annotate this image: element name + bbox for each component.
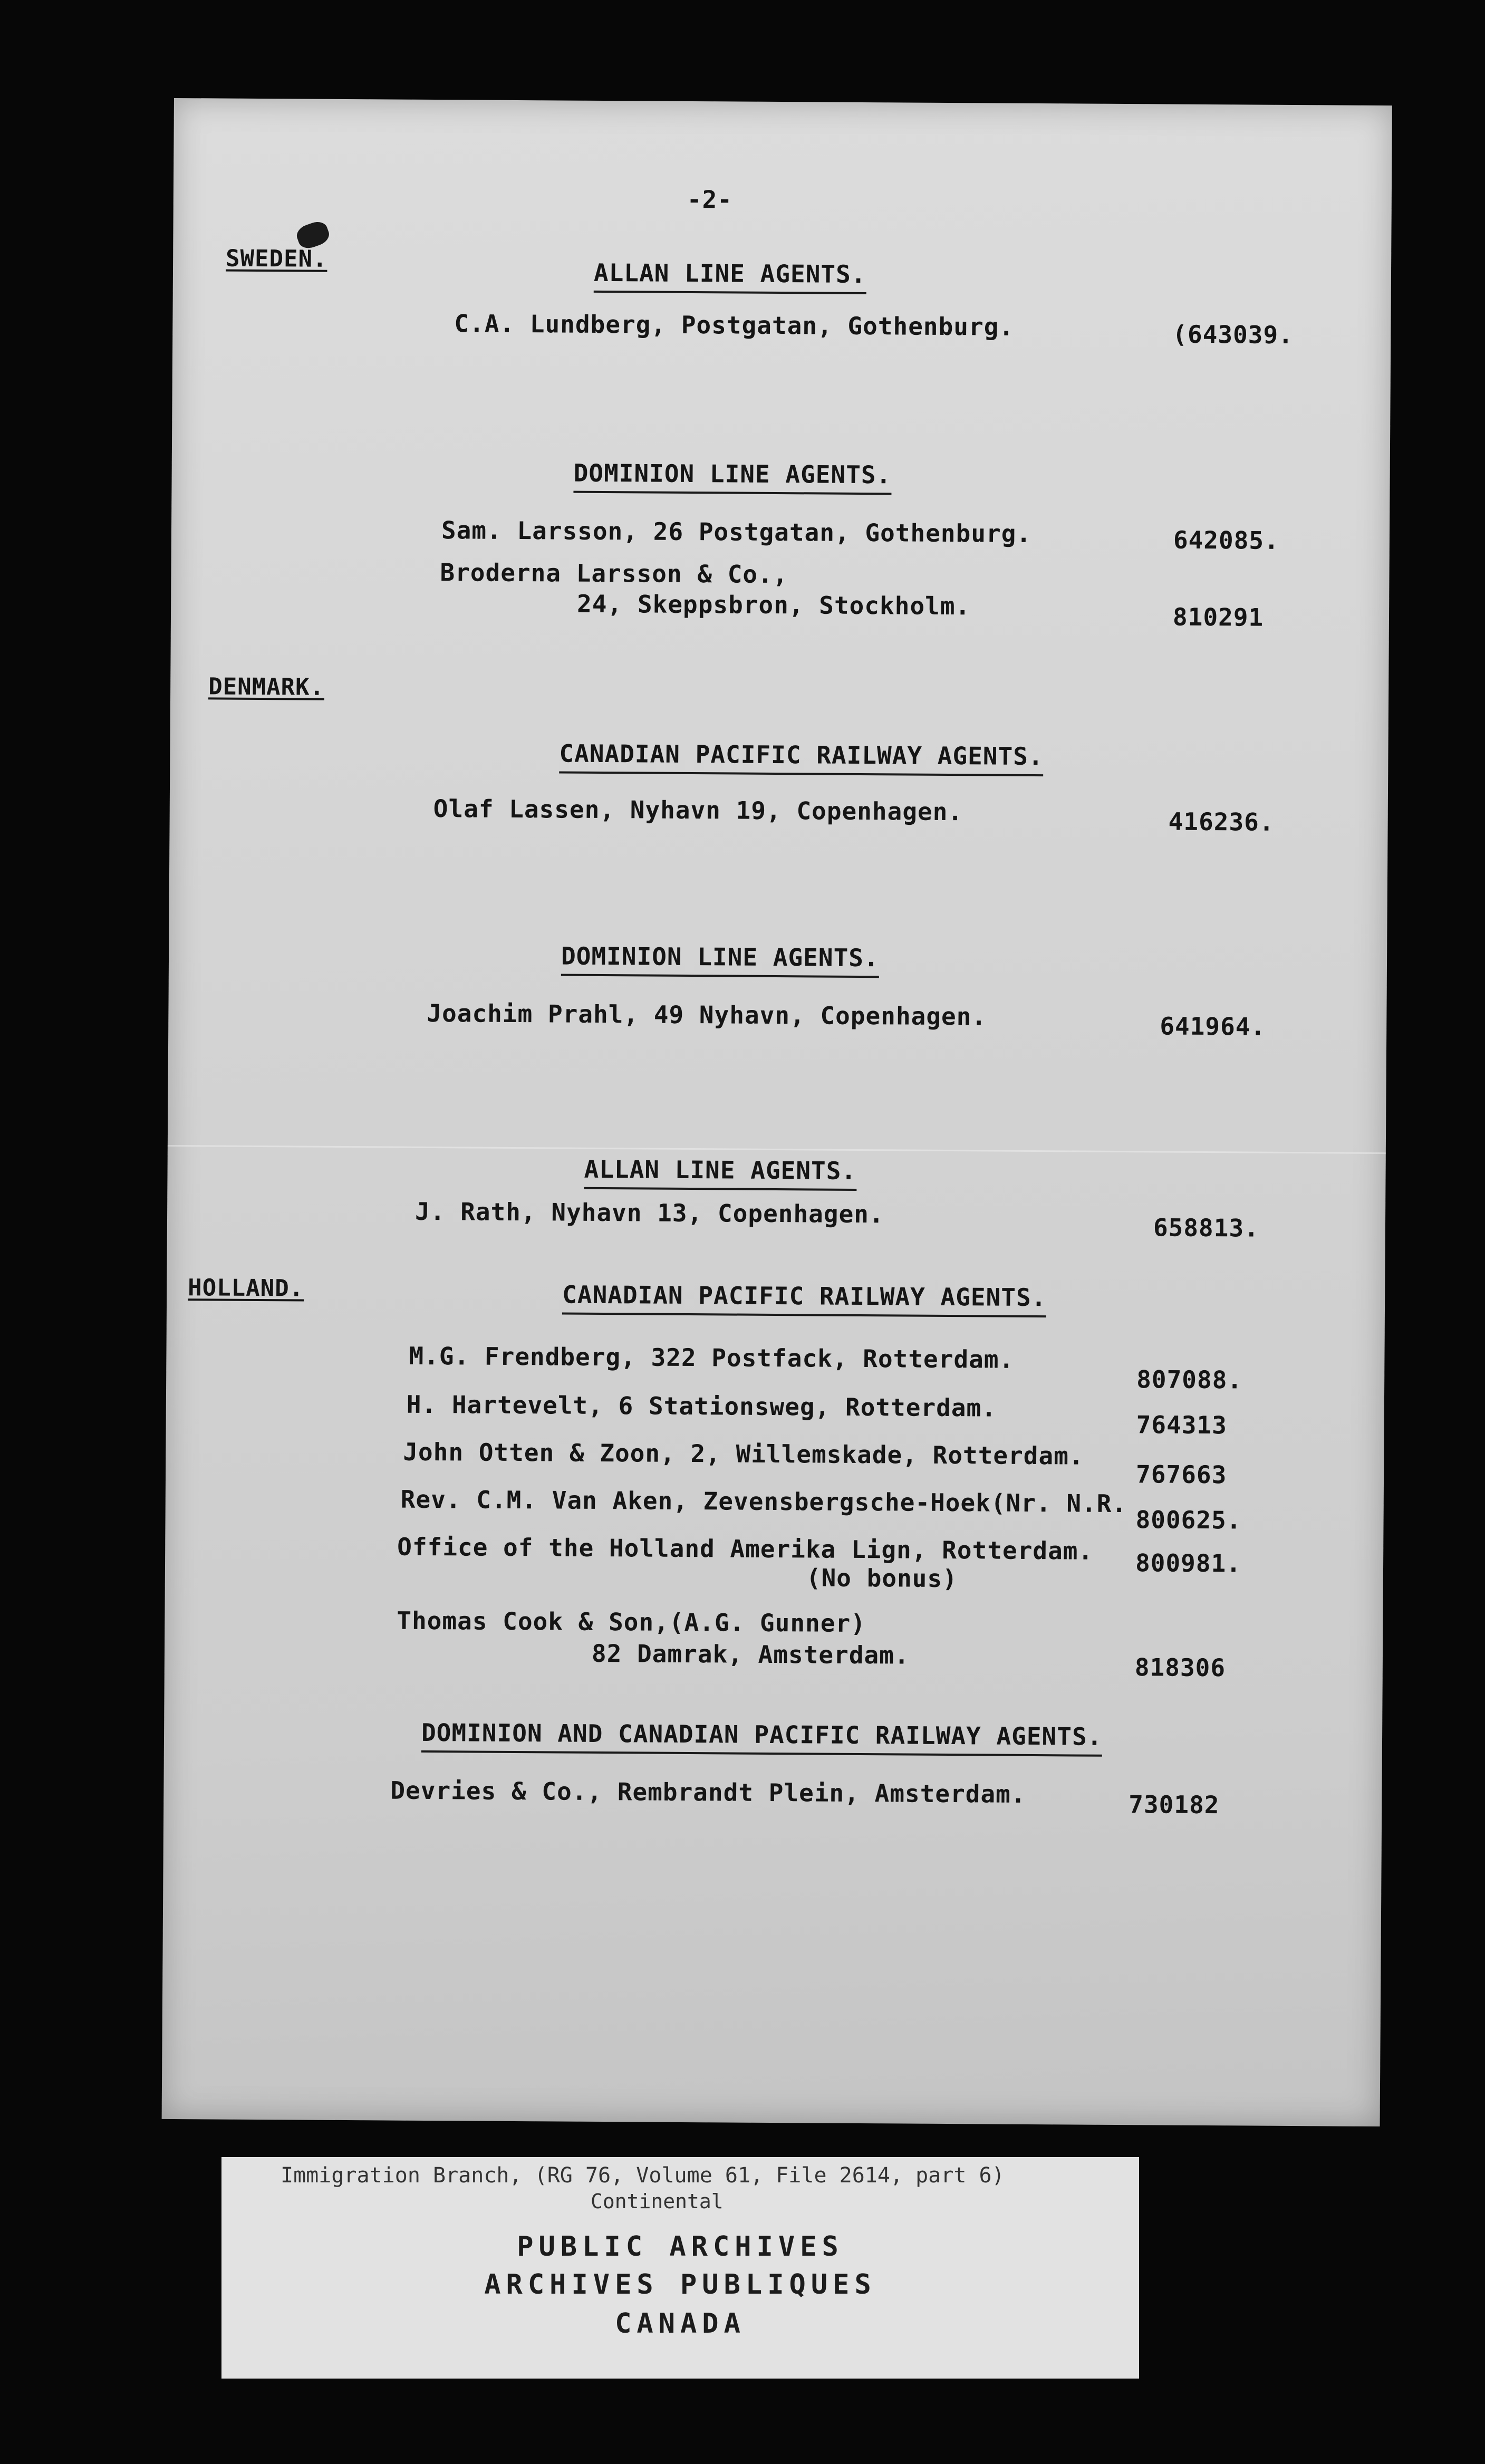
entry-text: Thomas Cook & Son,(A.G. Gunner)	[397, 1606, 866, 1638]
heading-denmark-allan: ALLAN LINE AGENTS.	[584, 1156, 856, 1191]
heading-holland-cpr: CANADIAN PACIFIC RAILWAY AGENTS.	[562, 1281, 1047, 1318]
entry-number: 767663	[1135, 1460, 1227, 1489]
entry-number: 807088.	[1136, 1365, 1243, 1394]
document-page	[162, 98, 1392, 2126]
heading-sweden-dominion: DOMINION LINE AGENTS.	[573, 459, 891, 495]
entry-text: Devries & Co., Rembrandt Plein, Amsterdam.	[390, 1776, 1026, 1808]
entry-text: Rev. C.M. Van Aken, Zevensbergsche-Hoek(Nr. N.R.	[400, 1485, 1127, 1518]
entry-number: 642085.	[1173, 525, 1279, 555]
archive-label	[221, 2157, 1139, 2379]
heading-denmark-cpr: CANADIAN PACIFIC RAILWAY AGENTS.	[559, 739, 1044, 776]
entry-text: C.A. Lundberg, Postgatan, Gothenburg.	[454, 309, 1015, 341]
entry-text-line2: 82 Damrak, Amsterdam.	[591, 1639, 910, 1670]
archive-line-1: PUBLIC ARCHIVES	[517, 2231, 844, 2263]
archive-line-2: ARCHIVES PUBLIQUES	[484, 2269, 876, 2301]
entry-text-line2: (No bonus)	[806, 1563, 958, 1593]
entry-number: 658813.	[1153, 1213, 1259, 1243]
entry-text: M.G. Frendberg, 322 Postfack, Rotterdam.	[409, 1341, 1015, 1374]
entry-number: 730182	[1129, 1790, 1220, 1820]
country-holland: HOLLAND.	[188, 1274, 304, 1302]
heading-holland-dominion-cpr: DOMINION AND CANADIAN PACIFIC RAILWAY AGENTS.	[421, 1719, 1103, 1757]
entry-number: 810291	[1172, 602, 1264, 632]
entry-text: J. Rath, Nyhavn 13, Copenhagen.	[414, 1197, 884, 1229]
entry-number: 800981.	[1135, 1548, 1242, 1578]
entry-text-line2: 24, Skeppsbron, Stockholm.	[576, 589, 971, 621]
entry-text: Joachim Prahl, 49 Nyhavn, Copenhagen.	[427, 998, 987, 1031]
country-denmark: DENMARK.	[208, 673, 325, 701]
entry-text: Sam. Larsson, 26 Postgatan, Gothenburg.	[441, 516, 1032, 548]
entry-number: 800625.	[1135, 1505, 1242, 1535]
entry-text: H. Hartevelt, 6 Stationsweg, Rotterdam.	[406, 1390, 997, 1422]
entry-number: 764313	[1136, 1410, 1228, 1440]
fold-crease	[168, 1145, 1386, 1154]
entry-number: 641964.	[1160, 1012, 1266, 1041]
heading-denmark-dominion: DOMINION LINE AGENTS.	[561, 942, 879, 978]
entry-text: John Otten & Zoon, 2, Willemskade, Rotterdam.	[403, 1437, 1084, 1470]
entry-text: Office of the Holland Amerika Lign, Rotterdam.	[397, 1532, 1094, 1565]
archive-reference: Immigration Branch, (RG 76, Volume 61, File 2614, part 6)	[281, 2163, 1005, 2188]
archive-line-3: CANADA	[615, 2308, 746, 2340]
entry-number: (643039.	[1172, 320, 1294, 349]
heading-sweden-allan: ALLAN LINE AGENTS.	[594, 259, 866, 294]
country-sweden: SWEDEN.	[225, 245, 327, 273]
entry-number: 818306	[1134, 1653, 1226, 1682]
entry-text: Olaf Lassen, Nyhavn 19, Copenhagen.	[433, 794, 963, 826]
entry-text: Broderna Larsson & Co.,	[440, 558, 788, 589]
page-number: -2-	[687, 185, 733, 214]
entry-number: 416236.	[1168, 807, 1275, 836]
archive-subtitle: Continental	[591, 2190, 724, 2213]
